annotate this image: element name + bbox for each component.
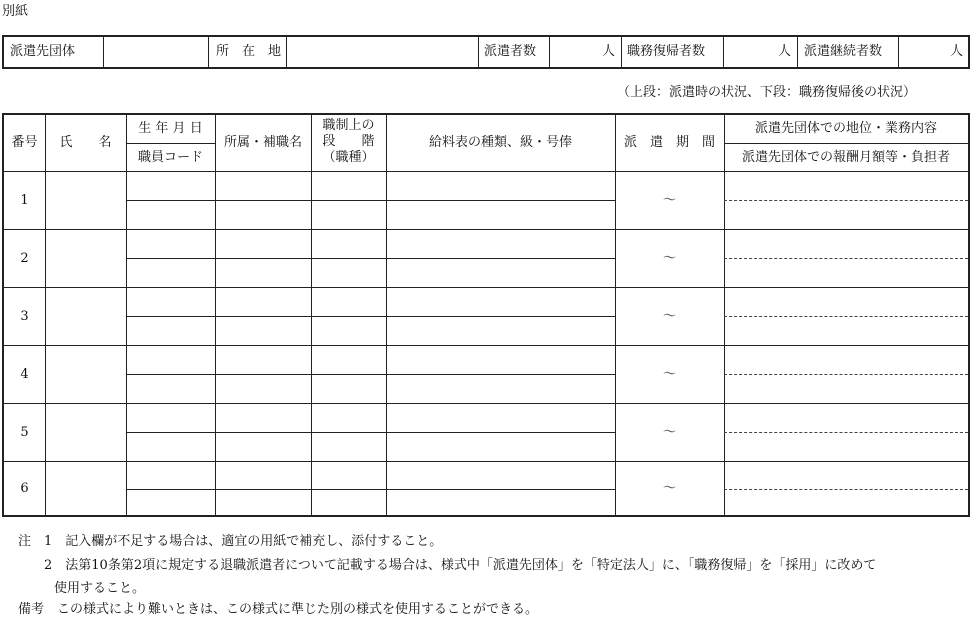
- returned-count-unit: 人: [778, 44, 792, 59]
- header-affiliation: 所属・補職名: [223, 135, 302, 150]
- note-2: 2 法第10条第2項に規定する退職派遣者について記載する場合は、様式中「派遣先団体」を「特定法人」に、「職務復帰」を「採用」に改めて: [44, 558, 877, 573]
- row-number: 6: [20, 481, 29, 496]
- remark: 備考 この様式により難いときは、この様式に準じた別の様式を使用することができる。: [18, 602, 539, 617]
- row-number: 4: [20, 367, 29, 382]
- period-separator: 〜: [662, 251, 676, 266]
- org-value-cell[interactable]: [104, 37, 208, 67]
- header-pay: 派遣先団体での報酬月額等・負担者: [741, 150, 950, 165]
- period-separator: 〜: [662, 367, 676, 382]
- location-value-cell[interactable]: [287, 37, 477, 67]
- org-label: 派遣先団体: [10, 44, 76, 59]
- row-number: 1: [20, 193, 29, 208]
- table-note: （上段：派遣時の状況、下段：職務復帰後の状況）: [617, 85, 917, 100]
- header-grade-line2: 段 階: [322, 134, 375, 149]
- dispatched-count-unit: 人: [602, 44, 616, 59]
- period-separator: 〜: [662, 425, 676, 440]
- header-grade-line1: 職制上の: [322, 118, 375, 133]
- header-salary: 給料表の種類、級・号俸: [428, 135, 572, 150]
- staff-detail-table: [2, 113, 970, 517]
- row-number: 2: [20, 251, 29, 266]
- header-grade-line3: （職種）: [322, 150, 375, 165]
- row-number: 3: [20, 309, 29, 324]
- note-1: 注 1 記入欄が不足する場合は、適宜の用紙で補充し、添付すること。: [18, 534, 443, 549]
- period-separator: 〜: [662, 481, 676, 496]
- dispatched-count-label: 派遣者数: [484, 44, 537, 59]
- header-name: 氏 名: [59, 135, 112, 150]
- note-2-continued: 使用すること。: [54, 581, 146, 596]
- header-staff-code: 職員コード: [137, 150, 203, 165]
- location-label: 所 在 地: [216, 44, 282, 59]
- form-title: 別紙: [2, 4, 29, 19]
- continuing-count-unit: 人: [950, 44, 964, 59]
- dispatch-summary-table: [2, 35, 970, 69]
- header-number: 番号: [11, 135, 38, 150]
- header-position: 派遣先団体での地位・業務内容: [754, 121, 937, 136]
- header-birthdate: 生 年 月 日: [138, 121, 203, 136]
- returned-count-label: 職務復帰者数: [627, 44, 706, 59]
- header-period: 派 遣 期 間: [623, 135, 715, 150]
- continuing-count-label: 派遣継続者数: [804, 44, 883, 59]
- period-separator: 〜: [662, 309, 676, 324]
- period-separator: 〜: [662, 193, 676, 208]
- row-number: 5: [20, 425, 29, 440]
